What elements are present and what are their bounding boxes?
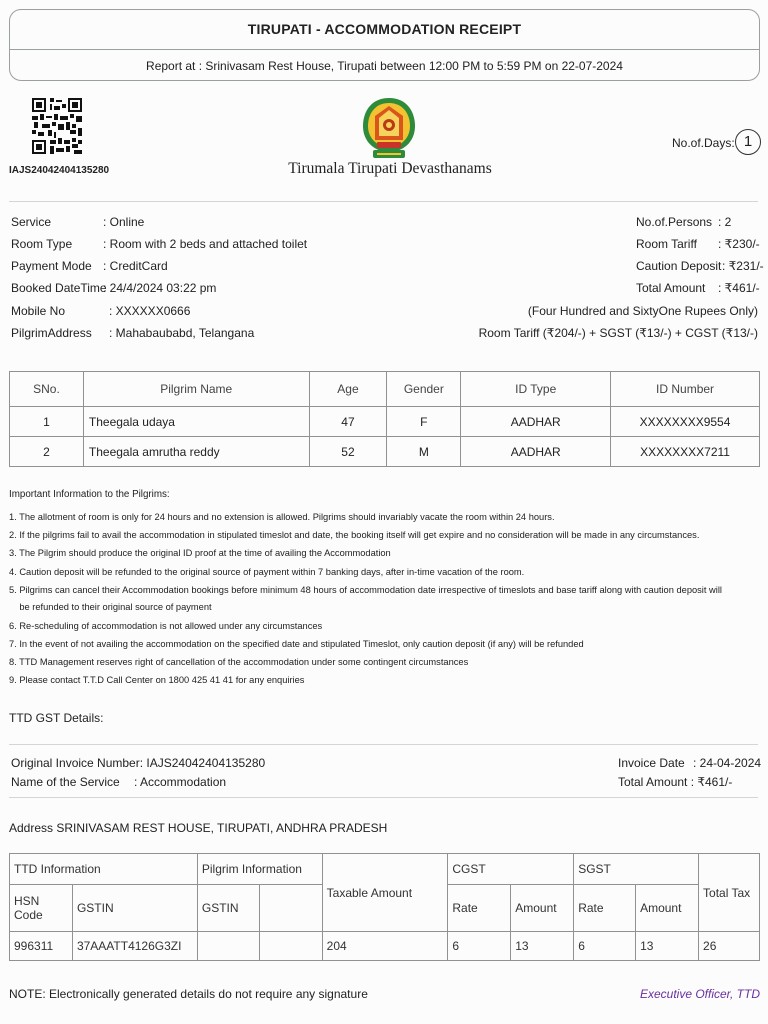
signatory: Executive Officer, TTD bbox=[639, 987, 760, 1001]
gstin-header: GSTIN bbox=[72, 885, 197, 932]
ttd-emblem-icon bbox=[359, 96, 419, 162]
sgst-amount-header: Amount bbox=[636, 885, 699, 932]
detail-pilgrim-address: PilgrimAddress : Mahabaubabd, Telangana bbox=[11, 326, 255, 340]
info-item-6: 6. Re-scheduling of accommodation is not allowed under any circumstances bbox=[9, 621, 323, 631]
info-item-7: 7. In the event of not availing the accommodation on the specified date and stipulated Timeslot, only caution deposit (if any) will be refunded bbox=[9, 639, 584, 649]
info-item-5: 5. Pilgrims can cancel their Accommodation bookings before minimum 48 hours of accommodation date irrespective of timeslots and base tariff along with caution deposit will bbox=[9, 585, 722, 595]
cell-age: 47 bbox=[309, 407, 387, 437]
receipt-header bbox=[9, 9, 760, 81]
info-item-3: 3. The Pilgrim should produce the original ID proof at the time of availing the Accommodation bbox=[9, 548, 391, 558]
taxable-amount-header: Taxable Amount bbox=[322, 854, 448, 932]
col-id-type: ID Type bbox=[461, 372, 611, 407]
table-row bbox=[10, 437, 760, 467]
report-line: Report at : Srinivasam Rest House, Tirupati between 12:00 PM to 5:59 PM on 22-07-2024 bbox=[146, 59, 623, 73]
cell-gender: F bbox=[387, 407, 461, 437]
gst-heading: TTD GST Details: bbox=[9, 711, 104, 725]
cell-gender: M bbox=[387, 437, 461, 467]
sgst-rate-header: Rate bbox=[574, 885, 636, 932]
header-divider bbox=[10, 49, 759, 50]
invoice-date: Invoice Date : 24-04-2024 bbox=[618, 756, 762, 770]
cell-id-number: XXXXXXXX7211 bbox=[611, 437, 760, 467]
original-invoice-number: Original Invoice Number: IAJS24042404135280 bbox=[11, 756, 266, 770]
cell-pilgrim-gstin bbox=[197, 932, 259, 961]
col-gender: Gender bbox=[387, 372, 461, 407]
receipt-id: IAJS24042404135280 bbox=[9, 165, 110, 176]
cgst-header: CGST bbox=[448, 854, 574, 885]
tariff-breakup: Room Tariff (₹204/-) + SGST (₹13/-) + CGST (₹13/-) bbox=[478, 326, 758, 340]
pilgrim-table bbox=[9, 371, 760, 467]
hsn-code-header: HSN Code bbox=[10, 885, 73, 932]
cgst-rate-header: Rate bbox=[448, 885, 511, 932]
detail-caution-deposit: Caution Deposit : ₹231/- bbox=[636, 259, 764, 273]
service-name: Name of the Service : Accommodation bbox=[11, 775, 227, 789]
gst-total-amount: Total Amount : ₹461/- bbox=[618, 775, 733, 789]
cell-gstin: 37AAATT4126G3ZI bbox=[72, 932, 197, 961]
footer-note: NOTE: Electronically generated details do not require any signature bbox=[9, 987, 368, 1001]
col-id-number: ID Number bbox=[611, 372, 760, 407]
detail-no-of-persons: No.of.Persons : 2 bbox=[636, 215, 732, 229]
detail-booked-datetime: Booked DateTime : 24/4/2024 03:22 pm bbox=[11, 281, 217, 295]
pilgrim-information-header: Pilgrim Information bbox=[197, 854, 322, 885]
cell-id-number: XXXXXXXX9554 bbox=[611, 407, 760, 437]
divider bbox=[9, 797, 758, 798]
organization-name: Tirumala Tirupati Devasthanams bbox=[288, 160, 492, 177]
info-item-5-cont: be refunded to their original source of payment bbox=[9, 602, 212, 612]
no-of-days-label: No.of.Days: bbox=[672, 136, 735, 150]
divider bbox=[9, 201, 758, 202]
cell-sno: 1 bbox=[10, 407, 84, 437]
cell-total-tax: 26 bbox=[699, 932, 760, 961]
cell-age: 52 bbox=[309, 437, 387, 467]
amount-in-words: (Four Hundred and SixtyOne Rupees Only) bbox=[527, 304, 758, 318]
cgst-amount-header: Amount bbox=[511, 885, 574, 932]
detail-mobile-no: Mobile No : XXXXXX0666 bbox=[11, 304, 191, 318]
detail-room-type: Room Type : Room with 2 beds and attached toilet bbox=[11, 237, 308, 251]
pilgrim-table-header bbox=[10, 372, 760, 407]
cell-sno: 2 bbox=[10, 437, 84, 467]
col-pilgrim-name: Pilgrim Name bbox=[83, 372, 309, 407]
cell-hsn: 996311 bbox=[10, 932, 73, 961]
detail-room-tariff: Room Tariff : ₹230/- bbox=[636, 237, 760, 251]
col-sno: SNo. bbox=[10, 372, 84, 407]
pilgrim-gstin-header: GSTIN bbox=[197, 885, 259, 932]
cell-cgst-rate: 6 bbox=[448, 932, 511, 961]
info-item-4: 4. Caution deposit will be refunded to the original source of payment within 7 banking days, after in-time vacation of the room. bbox=[9, 567, 525, 577]
no-of-days-value: 1 bbox=[735, 129, 761, 155]
cell-id-type: AADHAR bbox=[461, 437, 611, 467]
cell-sgst-rate: 6 bbox=[574, 932, 636, 961]
cell-id-type: AADHAR bbox=[461, 407, 611, 437]
divider bbox=[9, 744, 758, 745]
ttd-information-header: TTD Information bbox=[10, 854, 198, 885]
info-item-9: 9. Please contact T.T.D Call Center on 1800 425 41 41 for any enquiries bbox=[9, 675, 305, 685]
info-item-8: 8. TTD Management reserves right of cancellation of the accommodation under some contingent circumstances bbox=[9, 657, 469, 667]
info-item-1: 1. The allotment of room is only for 24 hours and no extension is allowed. Pilgrims should invariably vacate the room within 24 hours. bbox=[9, 512, 555, 522]
cell-pilgrim-blank bbox=[259, 932, 322, 961]
sgst-header: SGST bbox=[574, 854, 699, 885]
detail-payment-mode: Payment Mode : CreditCard bbox=[11, 259, 168, 273]
total-tax-header: Total Tax bbox=[699, 854, 760, 932]
cell-taxable: 204 bbox=[322, 932, 448, 961]
gst-table bbox=[9, 853, 760, 961]
gst-address: Address SRINIVASAM REST HOUSE, TIRUPATI, ANDHRA PRADESH bbox=[9, 821, 388, 835]
detail-service: Service : Online bbox=[11, 215, 145, 229]
detail-total-amount: Total Amount : ₹461/- bbox=[636, 281, 760, 295]
info-item-2: 2. If the pilgrims fail to avail the accommodation in stipulated timeslot and date, the booking itself will get expire and no consideration will be made in any circumstances. bbox=[9, 530, 700, 540]
cell-pilgrim-name: Theegala amrutha reddy bbox=[83, 437, 309, 467]
cell-pilgrim-name: Theegala udaya bbox=[83, 407, 309, 437]
col-age: Age bbox=[309, 372, 387, 407]
receipt-title: TIRUPATI - ACCOMMODATION RECEIPT bbox=[247, 21, 522, 37]
cell-cgst-amount: 13 bbox=[511, 932, 574, 961]
table-row bbox=[10, 407, 760, 437]
important-info-heading: Important Information to the Pilgrims: bbox=[9, 489, 170, 500]
pilgrim-blank-header bbox=[259, 885, 322, 932]
cell-sgst-amount: 13 bbox=[636, 932, 699, 961]
table-row bbox=[10, 932, 760, 961]
qr-code-icon bbox=[32, 98, 82, 154]
